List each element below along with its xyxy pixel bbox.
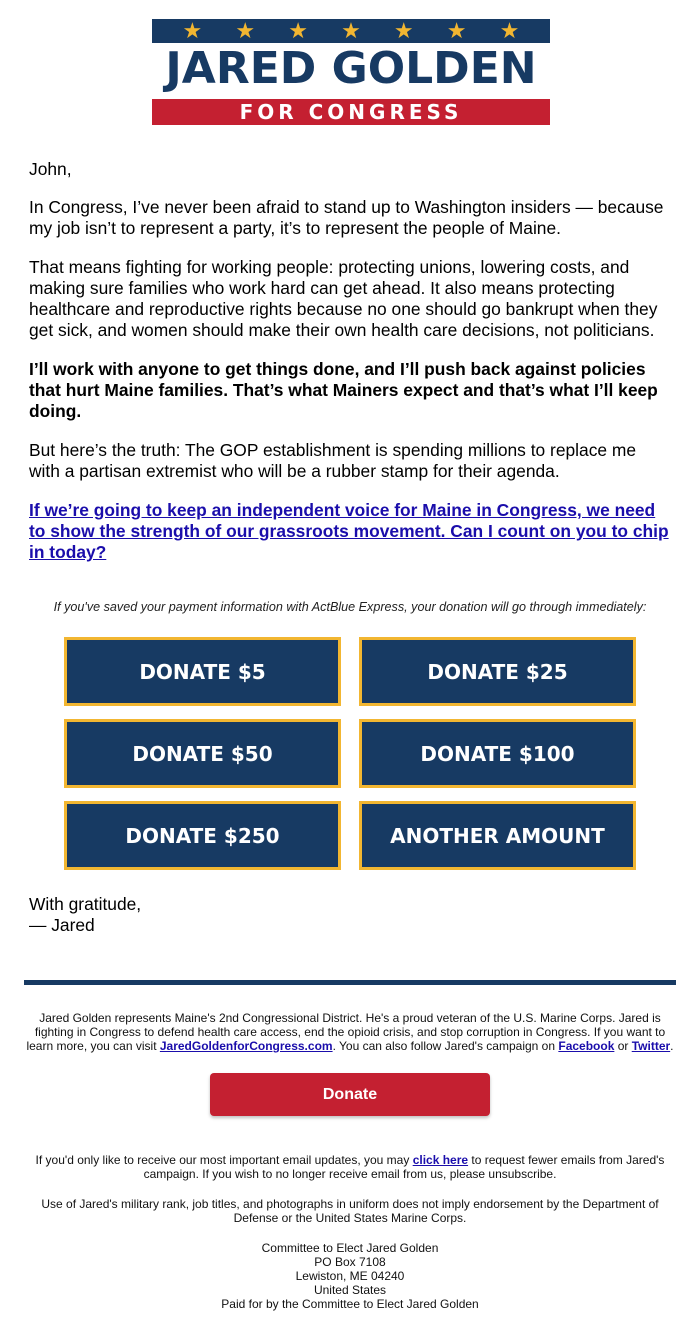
- preferences-text: If you'd only like to receive our most important email updates, you may: [35, 1153, 413, 1167]
- address-line: PO Box 7108: [314, 1255, 386, 1269]
- fewer-emails-link[interactable]: click here: [412, 1153, 469, 1167]
- logo-tagline: FOR CONGRESS: [152, 99, 550, 125]
- footer-bio-text: . You can also follow Jared's campaign on: [332, 1039, 559, 1053]
- footer-bio-text: Jared Golden represents Maine's 2nd Congressional District. He's a proud veteran of the U.S. Marine Corps. Jared is fighting in Congress to defend health care access, end the opioid crisis, and stop corruption in Congress. If you want to learn more, you can visit: [26, 1011, 666, 1053]
- footer-divider: [24, 980, 676, 985]
- military-disclaimer: Use of Jared's military rank, job titles, and photographs in uniform does not imply endorsement by the Department of Defense or the United States Marine Corps.: [41, 1197, 659, 1225]
- paragraph-2: That means fighting for working people: protecting unions, lowering costs, and making sure families who work hard can get ahead. It also means protecting healthcare and reproductive rights because no one should go bankrupt when they get sick, and women should make their own health care decisions, not politicians.: [29, 257, 658, 340]
- preferences-text: to request fewer emails from Jared's campaign. If you wish to no longer receive email from us, please unsubscribe.: [143, 1153, 665, 1181]
- star-icon: ★: [288, 18, 308, 43]
- facebook-link[interactable]: Facebook: [558, 1039, 615, 1053]
- star-icon: ★: [393, 18, 414, 43]
- address-line: United States: [313, 1283, 387, 1297]
- donate-50-button[interactable]: DONATE $50: [64, 719, 341, 788]
- paragraph-1: In Congress, I’ve never been afraid to stand up to Washington insiders — because my job isn’t to represent a party, it’s to represent the people of Maine.: [29, 197, 664, 238]
- donate-100-button[interactable]: DONATE $100: [359, 719, 636, 788]
- greeting: John,: [29, 159, 72, 179]
- committee-address: [24, 1241, 676, 1311]
- actblue-express-note: If you've saved your payment information with ActBlue Express, your donation will go through immediately:: [53, 600, 647, 614]
- paid-for-by: Paid for by the Committee to Elect Jared Golden: [221, 1297, 479, 1311]
- letter-body: [29, 159, 671, 581]
- website-link[interactable]: JaredGoldenforCongress.com: [159, 1039, 333, 1053]
- footer-bio: [24, 1011, 676, 1053]
- twitter-link[interactable]: Twitter: [631, 1039, 671, 1053]
- star-icon: ★: [341, 18, 361, 43]
- star-icon: ★: [446, 18, 467, 43]
- signoff-line: With gratitude,: [29, 894, 142, 914]
- donate-25-button[interactable]: DONATE $25: [359, 637, 636, 706]
- footer-bio-text: or: [614, 1039, 632, 1053]
- donate-5-button[interactable]: DONATE $5: [64, 637, 341, 706]
- campaign-logo: [152, 19, 550, 125]
- footer-bio-text: .: [670, 1039, 674, 1053]
- paragraph-4: But here’s the truth: The GOP establishment is spending millions to replace me with a partisan extremist who will be a rubber stamp for their agenda.: [29, 440, 637, 481]
- signature: — Jared: [29, 915, 95, 935]
- donate-250-button[interactable]: DONATE $250: [64, 801, 341, 870]
- footer-donate-button[interactable]: Donate: [210, 1073, 490, 1116]
- star-icon: ★: [235, 18, 256, 43]
- star-icon: ★: [499, 18, 520, 43]
- logo-name: JARED GOLDEN: [165, 42, 537, 94]
- star-icon: ★: [182, 18, 203, 43]
- email-preferences: [24, 1153, 676, 1181]
- signoff: [29, 894, 141, 936]
- logo-star-band: [152, 19, 550, 43]
- cta-link[interactable]: If we’re going to keep an independent voice for Maine in Congress, we need to show the strength of our grassroots movement. Can I count on you to chip in today?: [29, 500, 669, 562]
- address-line: Committee to Elect Jared Golden: [261, 1241, 439, 1255]
- paragraph-3: I’ll work with anyone to get things done, and I’ll push back against policies that hurt Maine families. That’s what Mainers expect and that’s what I’ll keep doing.: [29, 359, 658, 421]
- address-line: Lewiston, ME 04240: [295, 1269, 405, 1283]
- another-amount-button[interactable]: ANOTHER AMOUNT: [359, 801, 636, 870]
- donate-button-grid: [64, 637, 636, 870]
